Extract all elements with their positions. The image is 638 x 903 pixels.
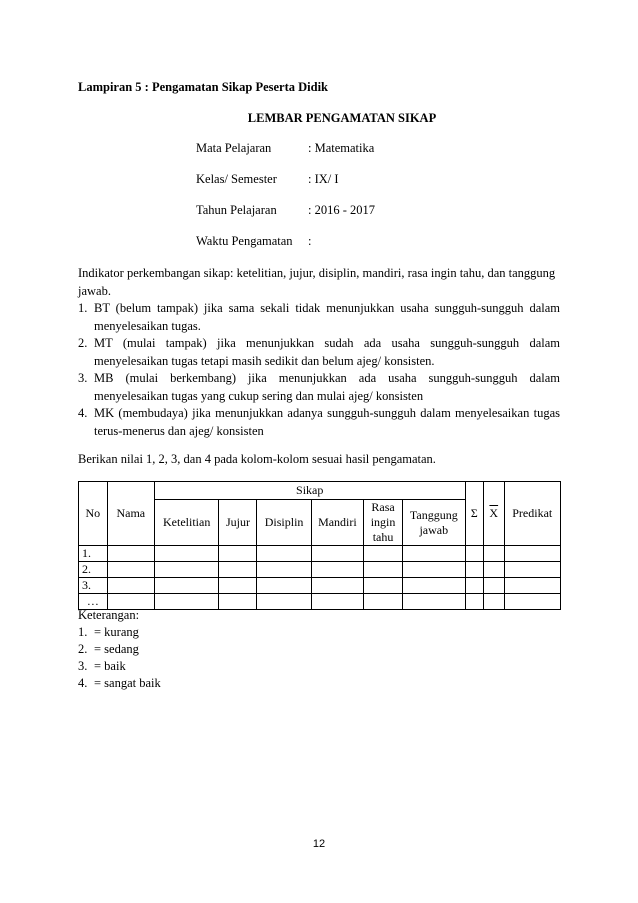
criteria-number: 4. — [78, 406, 88, 420]
keterangan-number: 3. — [78, 659, 88, 673]
header-predikat: Predikat — [504, 482, 560, 546]
criteria-number: 1. — [78, 301, 88, 315]
table-cell[interactable] — [311, 578, 363, 594]
keterangan-item — [78, 641, 161, 658]
header-nama: Nama — [107, 482, 154, 546]
keterangan-number: 4. — [78, 676, 88, 690]
row-number: … — [79, 594, 108, 610]
document-title: LEMBAR PENGAMATAN SIKAP — [247, 111, 437, 125]
table-row — [79, 578, 561, 594]
table-cell[interactable] — [364, 578, 403, 594]
table-cell[interactable] — [107, 578, 154, 594]
table-cell[interactable] — [403, 562, 466, 578]
table-cell[interactable] — [107, 562, 154, 578]
info-label: Mata Pelajaran — [196, 141, 272, 155]
observation-table — [78, 481, 561, 610]
keterangan-text: = kurang — [94, 625, 139, 639]
table-cell[interactable] — [465, 546, 483, 562]
table-cell[interactable] — [465, 594, 483, 610]
row-number: 1. — [79, 546, 108, 562]
keterangan-section — [78, 607, 161, 692]
keterangan-text: = baik — [94, 659, 126, 673]
criteria-text: MT (mulai tampak) jika menunjukkan sudah ada usaha sungguh-sungguh dalam menyelesaikan tugas tetapi masih sedikit dan belum ajeg/ konsisten. — [94, 336, 560, 368]
header-xbar: $\overline{X}$ — [484, 482, 505, 546]
appendix-heading: Lampiran 5 : Pengamatan Sikap Peserta Didik — [78, 80, 329, 94]
table-cell[interactable] — [403, 546, 466, 562]
table-cell[interactable] — [504, 562, 560, 578]
keterangan-title: Keterangan: — [78, 608, 140, 622]
header-disiplin: Disiplin — [257, 500, 311, 546]
keterangan-text: = sedang — [94, 642, 139, 656]
table-cell[interactable] — [257, 578, 311, 594]
indicator-text: Indikator perkembangan sikap: ketelitian, jujur, disiplin, mandiri, rasa ingin tahu, dan tanggung jawab. — [78, 266, 556, 298]
table-cell[interactable] — [504, 546, 560, 562]
table-cell[interactable] — [484, 594, 505, 610]
table-cell[interactable] — [219, 578, 257, 594]
table-row — [79, 546, 561, 562]
info-row — [196, 234, 375, 265]
criteria-text: MB (mulai berkembang) jika menunjukkan ada usaha sungguh-sungguh dalam menyelesaikan tugas yang cukup sering dan mulai ajeg/ konsisten — [94, 371, 560, 403]
info-label: Waktu Pengamatan — [196, 234, 293, 248]
keterangan-number: 1. — [78, 625, 88, 639]
row-number: 3. — [79, 578, 108, 594]
header-sigma: Σ — [465, 482, 483, 546]
info-row — [196, 141, 375, 172]
header-no: No — [79, 482, 108, 546]
info-value: : IX/ I — [308, 172, 339, 186]
header-ketelitian: Ketelitian — [154, 500, 219, 546]
table-cell[interactable] — [154, 594, 219, 610]
criteria-number: 2. — [78, 336, 88, 350]
table-cell[interactable] — [107, 546, 154, 562]
indicator-section — [78, 265, 560, 440]
table-cell[interactable] — [154, 578, 219, 594]
table-cell[interactable] — [484, 562, 505, 578]
table-cell[interactable] — [364, 562, 403, 578]
header-mandiri: Mandiri — [311, 500, 363, 546]
info-label: Tahun Pelajaran — [196, 203, 277, 217]
info-label: Kelas/ Semester — [196, 172, 277, 186]
criteria-item — [78, 370, 560, 405]
table-cell[interactable] — [465, 562, 483, 578]
table-cell[interactable] — [311, 562, 363, 578]
table-cell[interactable] — [154, 562, 219, 578]
table-cell[interactable] — [311, 594, 363, 610]
table-cell[interactable] — [219, 594, 257, 610]
info-value: : — [308, 234, 312, 248]
info-value: : 2016 - 2017 — [308, 203, 376, 217]
table-cell[interactable] — [403, 578, 466, 594]
table-cell[interactable] — [465, 578, 483, 594]
table-cell[interactable] — [504, 578, 560, 594]
table-cell[interactable] — [257, 594, 311, 610]
info-block — [196, 141, 375, 265]
criteria-item — [78, 405, 560, 440]
criteria-number: 3. — [78, 371, 88, 385]
criteria-item — [78, 300, 560, 335]
info-row — [196, 203, 375, 234]
criteria-text: BT (belum tampak) jika sama sekali tidak menunjukkan usaha sungguh-sungguh dalam menyelesaikan tugas. — [94, 301, 560, 333]
header-jujur: Jujur — [219, 500, 257, 546]
info-value: : Matematika — [308, 141, 375, 155]
keterangan-item — [78, 675, 161, 692]
keterangan-text: = sangat baik — [94, 676, 161, 690]
header-sikap: Sikap — [154, 482, 465, 500]
info-row — [196, 172, 375, 203]
table-cell[interactable] — [311, 546, 363, 562]
criteria-text: MK (membudaya) jika menunjukkan adanya sungguh-sungguh dalam menyelesaikan tugas terus-menerus dan ajeg/ konsisten — [94, 406, 560, 438]
table-cell[interactable] — [364, 594, 403, 610]
keterangan-number: 2. — [78, 642, 88, 656]
row-number: 2. — [79, 562, 108, 578]
table-cell[interactable] — [257, 546, 311, 562]
table-cell[interactable] — [364, 546, 403, 562]
table-cell[interactable] — [219, 562, 257, 578]
instruction-text: Berikan nilai 1, 2, 3, dan 4 pada kolom-kolom sesuai hasil pengamatan. — [78, 452, 436, 466]
table-cell[interactable] — [504, 594, 560, 610]
keterangan-item — [78, 624, 161, 641]
header-tanggung-jawab: Tanggung jawab — [403, 500, 466, 546]
page-number: 12 — [312, 838, 326, 850]
table-cell[interactable] — [257, 562, 311, 578]
criteria-item — [78, 335, 560, 370]
table-cell[interactable] — [484, 578, 505, 594]
table-cell[interactable] — [219, 546, 257, 562]
table-cell[interactable] — [154, 546, 219, 562]
header-rasa-ingin-tahu: Rasa ingin tahu — [364, 500, 403, 546]
table-row — [79, 562, 561, 578]
table-cell[interactable] — [403, 594, 466, 610]
table-cell[interactable] — [484, 546, 505, 562]
keterangan-item — [78, 658, 161, 675]
